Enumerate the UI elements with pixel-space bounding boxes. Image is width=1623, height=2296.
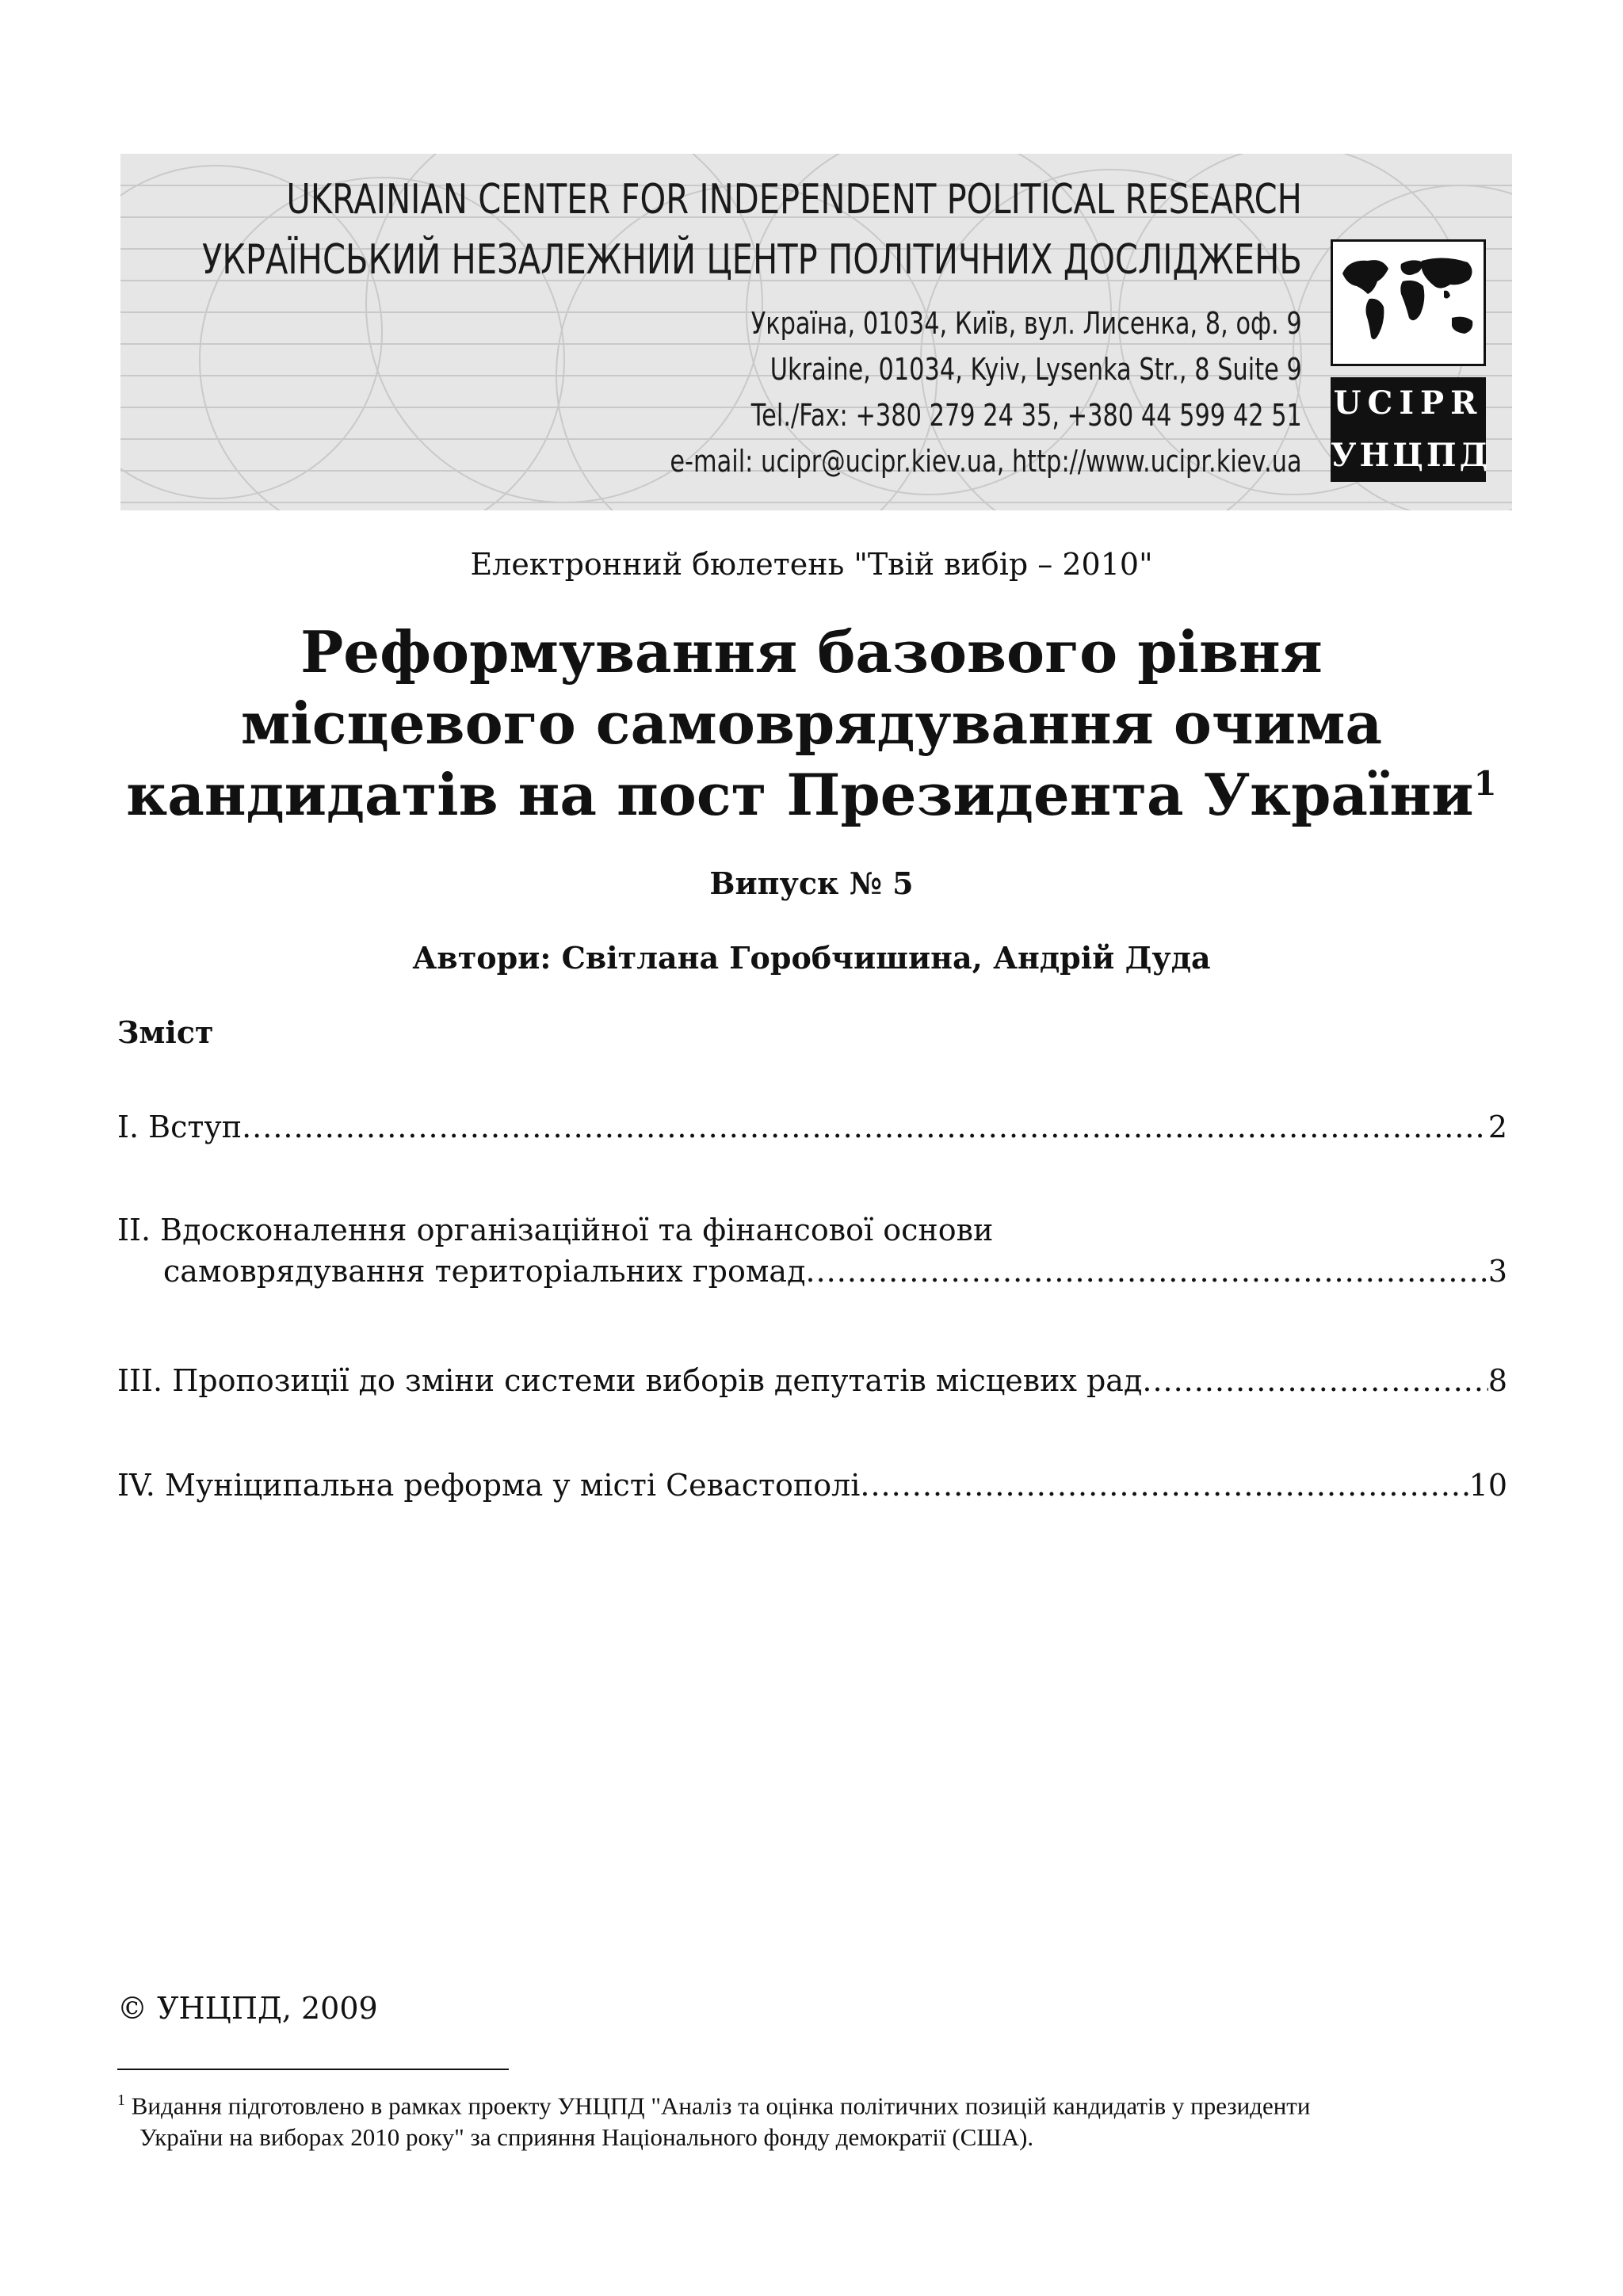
toc-leader-dots [242,1110,1488,1144]
toc-page-number: 8 [1487,1363,1507,1398]
org-name-ukrainian: УКРАЇНСЬКИЙ НЕЗАЛЕЖНИЙ ЦЕНТР ПОЛІТИЧНИХ ДОСЛІДЖЕНЬ [202,236,1302,284]
copyright-notice: © УНЦПД, 2009 [117,1991,378,2026]
world-map-icon [1331,239,1486,366]
toc-page-number: 10 [1468,1468,1507,1503]
toc-item-electoral-proposals[interactable] [117,1363,1507,1398]
logo-text-english: UCIPR [1331,377,1486,430]
contact-email-web: e-mail: ucipr@ucipr.kiev.ua, http://www.ucipr.kiev.ua [670,444,1302,479]
org-name-english: UKRAINIAN CENTER FOR INDEPENDENT POLITICAL RESEARCH [286,176,1302,223]
title-line-3 [79,759,1544,831]
issue-number: Випуск № 5 [709,865,914,901]
toc-item-municipal-reform[interactable] [117,1468,1507,1503]
toc-heading: Зміст [117,1014,214,1050]
ucipr-logo [1331,239,1491,480]
title-footnote-mark[interactable]: 1 [1473,764,1497,803]
footnote-mark: 1 [117,2092,125,2109]
toc-item-introduction[interactable] [117,1110,1507,1144]
toc-item-text: III. Пропозиції до зміни системи виборів депутатів місцевих рад [117,1363,1143,1398]
authors: Автори: Світлана Горобчишина, Андрій Дуда [412,940,1211,976]
toc-page-number: 2 [1487,1110,1507,1144]
toc-leader-dots [860,1468,1468,1503]
toc-item-text: самоврядування територіальних громад [163,1254,806,1289]
toc-page-number: 3 [1487,1254,1507,1289]
phone-fax: Tel./Fax: +380 279 24 35, +380 44 599 42 51 [750,398,1302,433]
bulletin-subtitle: Електронний бюлетень "Твій вибір – 2010" [470,547,1153,582]
document-title [79,617,1544,831]
toc-item-improvement[interactable] [163,1254,1507,1289]
title-line-2: місцевого самоврядування очима [240,690,1383,757]
footnote [117,2084,1512,2153]
header-banner [120,154,1512,510]
title-line-3-text: кандидатів на пост Президента України [126,761,1474,828]
footnote-separator [117,2069,509,2070]
footnote-line-1: Видання підготовлено в рамках проекту УНЦПД "Аналіз та оцінка політичних позицій кандидатів у президенти [131,2092,1311,2120]
footnote-line-2: України на виборах 2010 року" за сприяння Національного фонду демократії (США). [139,2123,1034,2152]
address-english: Ukraine, 01034, Kyiv, Lysenka Str., 8 Suite 9 [769,352,1302,387]
address-ukrainian: Україна, 01034, Київ, вул. Лисенка, 8, оф. 9 [751,306,1302,341]
toc-item-improvement-line1[interactable]: II. Вдосконалення організаційної та фінансової основи [117,1213,994,1247]
logo-text-ukrainian: УНЦПД [1331,430,1486,482]
title-line-1: Реформування базового рівня [300,618,1323,686]
toc-leader-dots [1142,1363,1487,1398]
toc-leader-dots [806,1254,1488,1289]
toc-item-text: IV. Муніципальна реформа у місті Севастополі [117,1468,861,1503]
toc-item-text: I. Вступ [117,1110,242,1144]
